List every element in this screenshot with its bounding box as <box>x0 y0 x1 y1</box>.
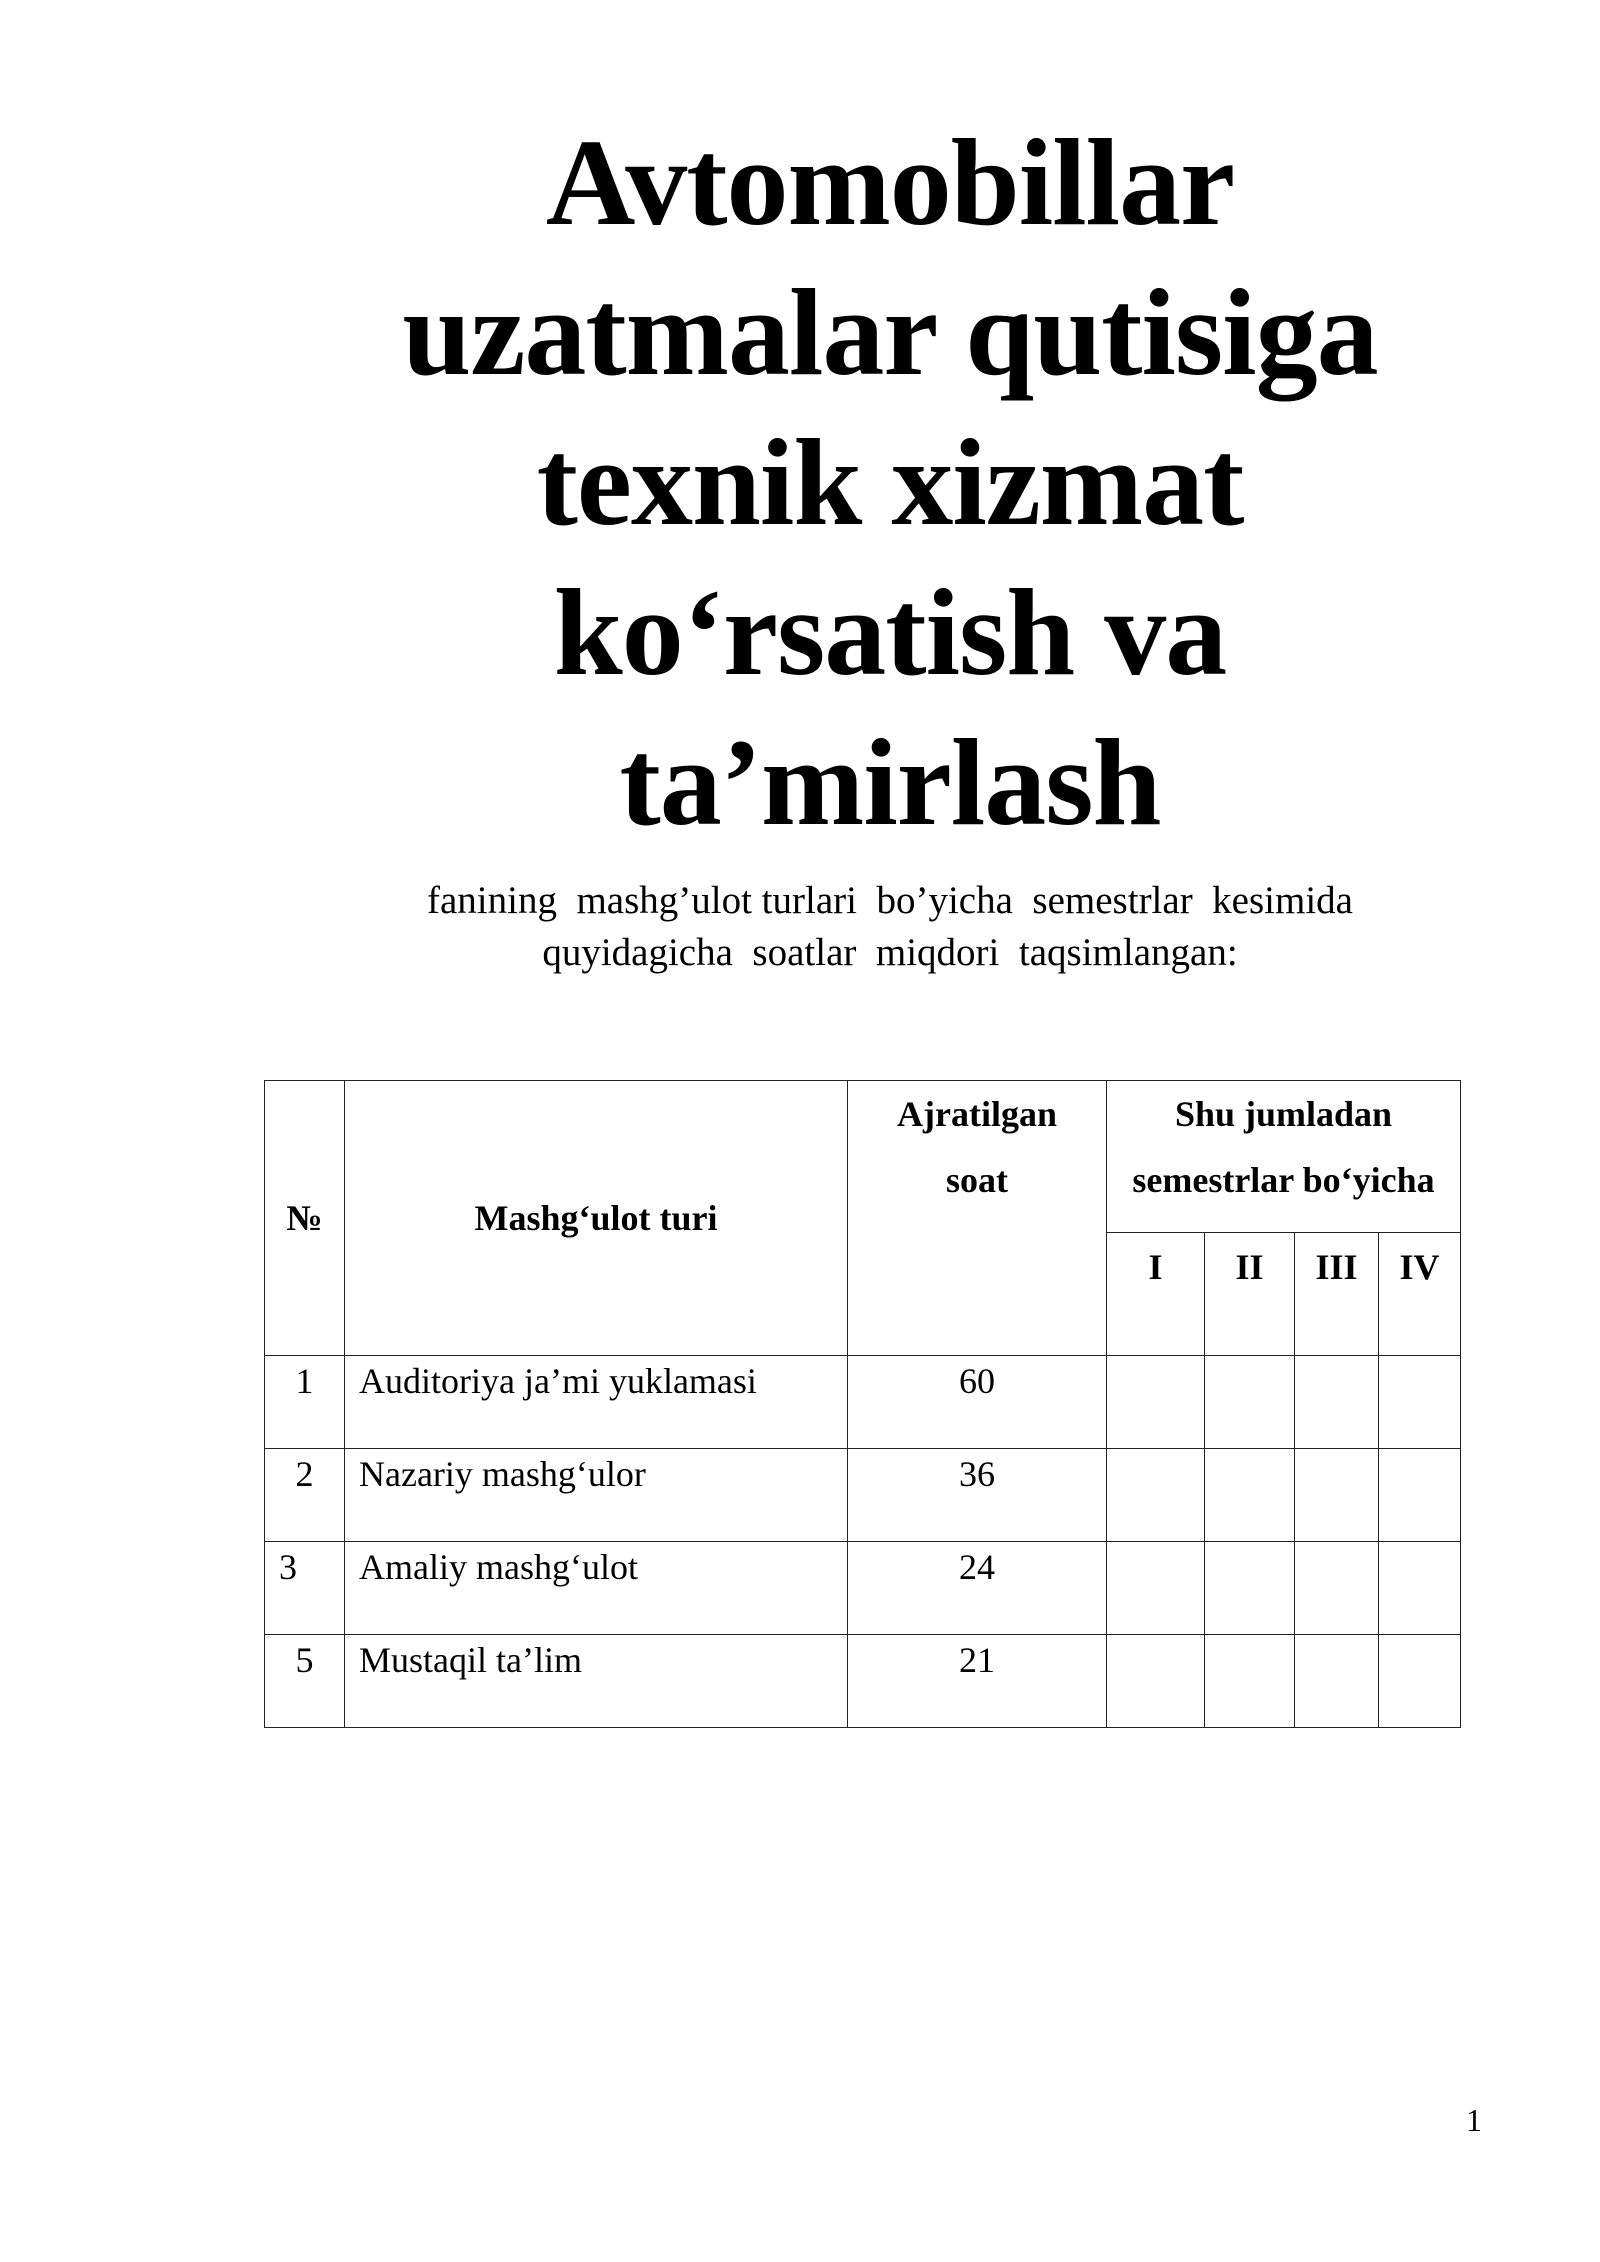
row-hours: 36 <box>848 1449 1107 1542</box>
table-row <box>265 1449 1461 1542</box>
hours-table <box>264 1080 1461 1728</box>
row-type: Nazariy mashg‘ulor <box>345 1449 848 1542</box>
row-semester-3 <box>1295 1542 1379 1635</box>
row-type: Amaliy mashg‘ulot <box>345 1542 848 1635</box>
title-line: texnik xizmat <box>536 414 1244 551</box>
header-semesters <box>1107 1081 1461 1233</box>
title-line: uzatmalar qutisiga <box>402 264 1378 401</box>
title-line: Avtomobillar <box>545 114 1235 251</box>
header-hours-line2: soat <box>946 1160 1008 1200</box>
row-semester-2 <box>1205 1542 1295 1635</box>
header-semester-1: I <box>1107 1233 1205 1356</box>
row-semester-1 <box>1107 1449 1205 1542</box>
title-line: ko‘rsatish va <box>553 564 1227 701</box>
row-hours: 60 <box>848 1356 1107 1449</box>
row-semester-2 <box>1205 1449 1295 1542</box>
table-row <box>265 1356 1461 1449</box>
header-semesters-line2: semestrlar bo‘yicha <box>1132 1160 1435 1200</box>
header-type: Mashg‘ulot turi <box>345 1081 848 1356</box>
header-semesters-line1: Shu jumladan <box>1174 1094 1393 1134</box>
row-semester-3 <box>1295 1635 1379 1728</box>
subtitle-line: fanining mashg’ulot turlari bo’yicha semestrlar kesimida <box>426 879 1353 922</box>
subtitle-line: quyidagicha soatlar miqdori taqsimlangan: <box>542 931 1238 974</box>
row-semester-4 <box>1379 1635 1461 1728</box>
row-type: Auditoriya ja’mi yuklamasi <box>345 1356 848 1449</box>
row-semester-3 <box>1295 1356 1379 1449</box>
row-hours: 21 <box>848 1635 1107 1728</box>
table-row <box>265 1635 1461 1728</box>
row-number: 5 <box>265 1635 345 1728</box>
page-number: 1 <box>1466 2102 1482 2138</box>
row-semester-3 <box>1295 1449 1379 1542</box>
table-row <box>265 1542 1461 1635</box>
row-hours: 24 <box>848 1542 1107 1635</box>
row-type: Mustaqil ta’lim <box>345 1635 848 1728</box>
document-title <box>300 108 1480 858</box>
row-semester-1 <box>1107 1542 1205 1635</box>
title-line: ta’mirlash <box>619 714 1161 851</box>
header-hours <box>848 1081 1107 1356</box>
row-semester-2 <box>1205 1356 1295 1449</box>
row-semester-2 <box>1205 1635 1295 1728</box>
row-semester-1 <box>1107 1635 1205 1728</box>
header-hours-line1: Ajratilgan <box>897 1094 1057 1134</box>
row-number: 2 <box>265 1449 345 1542</box>
header-semester-2: II <box>1205 1233 1295 1356</box>
document-subtitle <box>300 875 1480 979</box>
header-number: № <box>265 1081 345 1356</box>
row-semester-4 <box>1379 1449 1461 1542</box>
header-semester-4: IV <box>1379 1233 1461 1356</box>
row-semester-4 <box>1379 1356 1461 1449</box>
row-semester-1 <box>1107 1356 1205 1449</box>
row-number: 3 <box>265 1542 345 1635</box>
row-semester-4 <box>1379 1542 1461 1635</box>
row-number: 1 <box>265 1356 345 1449</box>
header-semester-3: III <box>1295 1233 1379 1356</box>
